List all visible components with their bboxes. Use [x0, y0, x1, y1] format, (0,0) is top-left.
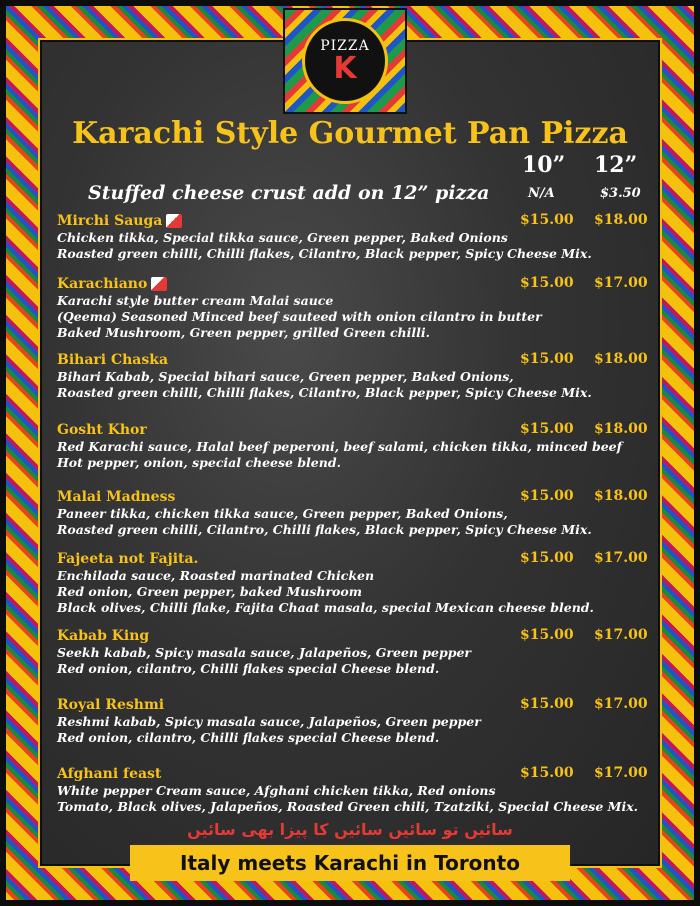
- size-header-10: 10”: [522, 152, 566, 178]
- price-12: $17.00: [594, 696, 648, 712]
- item-description: Red Karachi sauce, Halal beef peperoni, beef salami, chicken tikka, minced beef: [57, 439, 622, 454]
- item-name-text: Karachiano: [57, 276, 148, 292]
- stuffed-price-12: $3.50: [600, 186, 641, 201]
- item-description: (Qeema) Seasoned Minced beef sauteed with onion cilantro in butter: [57, 309, 542, 324]
- stuffed-crust-label: Stuffed cheese crust add on 12” pizza: [88, 182, 490, 204]
- pizza-k-logo: [283, 8, 407, 114]
- price-12: $18.00: [594, 488, 648, 504]
- logo-text: PIZZA: [320, 38, 370, 54]
- price-12: $17.00: [594, 550, 648, 566]
- menu-item: [57, 627, 657, 677]
- menu-item: [57, 212, 657, 262]
- item-description: Hot pepper, onion, special cheese blend.: [57, 455, 341, 470]
- item-description: Tomato, Black olives, Jalapeños, Roasted Green chili, Tzatziki, Special Cheese Mix.: [57, 799, 639, 814]
- item-name-text: Mirchi Sauga: [57, 213, 163, 229]
- item-description: Roasted green chilli, Chilli flakes, Cilantro, Black pepper, Spicy Cheese Mix.: [57, 246, 592, 261]
- menu-title: Karachi Style Gourmet Pan Pizza: [72, 116, 628, 151]
- item-description: Enchilada sauce, Roasted marinated Chicken: [57, 568, 375, 583]
- price-10: $15.00: [520, 696, 574, 712]
- price-10: $15.00: [520, 627, 574, 643]
- k-logo-icon: [151, 277, 167, 291]
- urdu-slogan: سائیں تو سائیں سائیں کا پیزا بھی سائیں: [187, 820, 513, 839]
- menu-item: [57, 421, 657, 471]
- price-10: $15.00: [520, 550, 574, 566]
- item-description: Chicken tikka, Special tikka sauce, Green pepper, Baked Onions: [57, 230, 508, 245]
- item-name-text: Kabab King: [57, 628, 150, 644]
- item-description: Roasted green chilli, Chilli flakes, Cilantro, Black pepper, Spicy Cheese Mix.: [57, 385, 592, 400]
- tagline-banner: Italy meets Karachi in Toronto: [130, 845, 570, 881]
- logo-badge: [302, 18, 388, 104]
- price-12: $17.00: [594, 275, 648, 291]
- item-name-text: Fajeeta not Fajita.: [57, 551, 199, 567]
- price-10: $15.00: [520, 421, 574, 437]
- size-header-12: 12”: [594, 152, 638, 178]
- price-10: $15.00: [520, 275, 574, 291]
- price-12: $18.00: [594, 351, 648, 367]
- item-description: Baked Mushroom, Green pepper, grilled Green chilli.: [57, 325, 430, 340]
- item-description: Roasted green chilli, Cilantro, Chilli flakes, Black pepper, Spicy Cheese Mix.: [57, 522, 592, 537]
- item-name-text: Gosht Khor: [57, 422, 147, 438]
- menu-item: [57, 550, 657, 616]
- k-logo-icon: [166, 214, 182, 228]
- item-description: White pepper Cream sauce, Afghani chicken tikka, Red onions: [57, 783, 496, 798]
- price-12: $17.00: [594, 765, 648, 781]
- item-description: Reshmi kabab, Spicy masala sauce, Jalapeños, Green pepper: [57, 714, 481, 729]
- price-12: $17.00: [594, 627, 648, 643]
- menu-item: [57, 275, 657, 341]
- menu-item: [57, 765, 657, 815]
- price-10: $15.00: [520, 488, 574, 504]
- item-description: Karachi style butter cream Malai sauce: [57, 293, 334, 308]
- item-description: Red onion, cilantro, Chilli flakes special Cheese blend.: [57, 661, 440, 676]
- item-name-text: Malai Madness: [57, 489, 176, 505]
- item-description: Paneer tikka, chicken tikka sauce, Green pepper, Baked Onions,: [57, 506, 508, 521]
- price-12: $18.00: [594, 421, 648, 437]
- stuffed-price-10: N/A: [528, 186, 555, 201]
- item-description: Seekh kabab, Spicy masala sauce, Jalapeños, Green pepper: [57, 645, 472, 660]
- item-description: Black olives, Chilli flake, Fajita Chaat masala, special Mexican cheese blend.: [57, 600, 594, 615]
- menu-item: [57, 351, 657, 401]
- price-10: $15.00: [520, 212, 574, 228]
- item-name-text: Afghani feast: [57, 766, 162, 782]
- price-10: $15.00: [520, 765, 574, 781]
- item-description: Red onion, Green pepper, baked Mushroom: [57, 584, 362, 599]
- item-name-text: Bihari Chaska: [57, 352, 169, 368]
- item-name-text: Royal Reshmi: [57, 697, 165, 713]
- logo-k-icon: K: [333, 51, 357, 86]
- price-10: $15.00: [520, 351, 574, 367]
- price-12: $18.00: [594, 212, 648, 228]
- item-description: Red onion, cilantro, Chilli flakes special Cheese blend.: [57, 730, 440, 745]
- menu-item: [57, 696, 657, 746]
- item-description: Bihari Kabab, Special bihari sauce, Green pepper, Baked Onions,: [57, 369, 514, 384]
- menu-item: [57, 488, 657, 538]
